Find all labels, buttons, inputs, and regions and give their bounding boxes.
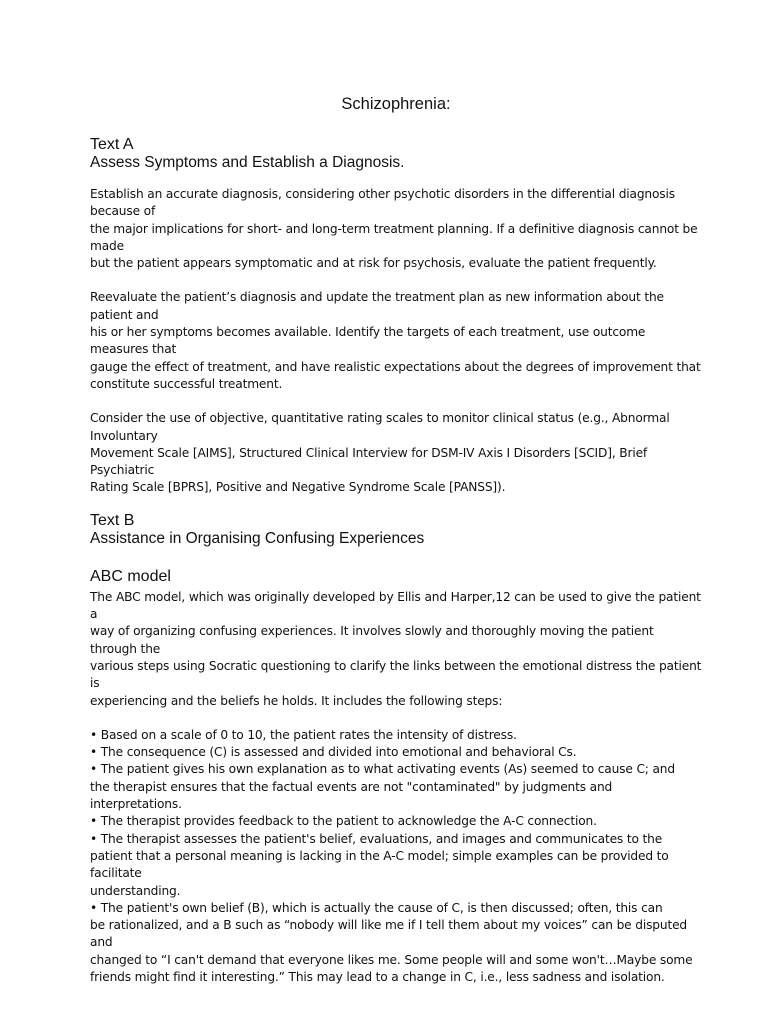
list-item: • The patient's own belief (B), which is actually the cause of C, is then discussed; often, this can be rationalized, and a B such as “nobody will like me if I tell them about my voices” can be disputed and changed to “I can't demand that everyone likes me. Some people will and some won't…Maybe some friends might find it interesting.” This may lead to a change in C, i.e., less sadness and isolation.: [90, 900, 693, 984]
list-item: • The consequence (C) is assessed and divided into emotional and behavioral Cs.: [90, 745, 577, 760]
text-a-paragraph-3: Consider the use of objective, quantitative rating scales to monitor clinical status (e.g., Abnormal Involuntary Movement Scale [AIMS], Structured Clinical Interview for DSM-IV Axis I Disorders [SCID], Brief Psychiatric Rating Scale [BPRS], Positive and Negative Syndrome Scale [PANSS]).: [90, 411, 670, 495]
abc-steps-list: [90, 727, 702, 986]
list-item: • Based on a scale of 0 to 10, the patient rates the intensity of distress.: [90, 727, 517, 742]
text-a-paragraph-2: Reevaluate the patient’s diagnosis and update the treatment plan as new information about the patient and his or her symptoms becomes available. Identify the targets of each treatment, use outcome measures that gauge the effect of treatment, and have realistic expectations about the degrees of improvement that constitute successful treatment.: [90, 290, 701, 391]
text-b-heading: [90, 512, 702, 548]
list-item: • The therapist provides feedback to the patient to acknowledge the A-C connection.: [90, 814, 597, 829]
text-a-label: Text A: [90, 136, 134, 153]
list-item: • The therapist assesses the patient's belief, evaluations, and images and communicates to the patient that a personal meaning is lacking in the A-C model; simple examples can be provided to facilitate understanding.: [90, 831, 669, 898]
abc-model-heading: ABC model: [90, 567, 171, 585]
text-a-heading: [90, 136, 702, 172]
text-b-title: Assistance in Organising Confusing Experiences: [90, 529, 425, 547]
text-a-paragraph-1: Establish an accurate diagnosis, considering other psychotic disorders in the differential diagnosis because of the major implications for short- and long-term treatment planning. If a definitive diagnosis cannot be made but the patient appears symptomatic and at risk for psychosis, evaluate the patient frequently.: [90, 187, 698, 271]
document-title: Schizophrenia:: [341, 95, 451, 113]
text-a-title: Assess Symptoms and Establish a Diagnosis.: [90, 154, 405, 171]
abc-model-intro: The ABC model, which was originally developed by Ellis and Harper,12 can be used to give the patient a way of organizing confusing experiences. It involves slowly and thoroughly moving the patient through the various steps using Socratic questioning to clarify the links between the emotional distress the patient is experiencing and the beliefs he holds. It includes the following steps:: [90, 589, 702, 708]
text-b-label: Text B: [90, 511, 135, 529]
document-body: [90, 93, 702, 986]
list-item: • The patient gives his own explanation as to what activating events (As) seemed to cause C; and the therapist ensures that the factual events are not "contaminated" by judgments and interpretations.: [90, 762, 675, 812]
